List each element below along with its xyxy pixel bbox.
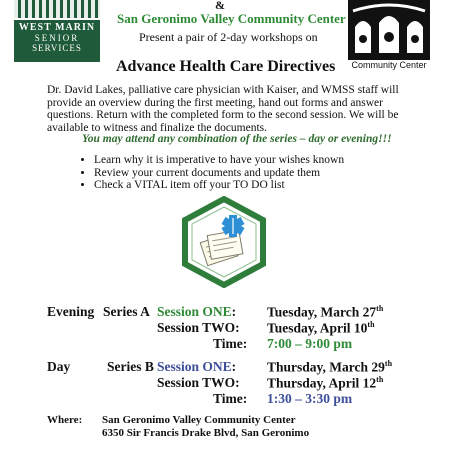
subtitle: Present a pair of 2-day workshops on (139, 30, 318, 44)
day-session-one-date (267, 359, 392, 376)
where-label: Where: (47, 414, 83, 426)
day-series: Series B (107, 359, 154, 374)
building-silhouette-icon (14, 0, 100, 20)
evening-session-two-label: Session TWO: (157, 320, 240, 335)
intro-paragraph: Dr. David Lakes, palliative care physician with Kaiser, and WMSS staff will provide an overview during the first meeting, hand out forms and answer questions. Return with the completed form to the second session. We will be available to witness and finalize the documents. (47, 84, 399, 134)
evening-session-one-label: Session ONE (157, 304, 232, 319)
list-item: • Review your current documents and update them (94, 167, 344, 180)
community-center-caption: Community Center (351, 60, 427, 70)
venue-name: San Geronimo Valley Community Center (102, 414, 296, 426)
community-center-arches-icon (349, 1, 429, 59)
list-item: • Check a VITAL item off your TO DO list (94, 179, 344, 192)
logo-line-2: SENIOR (34, 33, 80, 43)
date-suffix: th (367, 320, 375, 329)
health-document-icon (181, 196, 267, 288)
list-item: • Learn why it is imperative to have your wishes known (94, 154, 344, 167)
day-session-two-label: Session TWO: (157, 375, 240, 390)
attend-note: You may attend any combination of the series – day or evening!!! (82, 133, 392, 145)
date-suffix: th (384, 359, 393, 368)
date-text: Tuesday, April 10 (267, 320, 368, 336)
evening-session-one-date (267, 304, 383, 321)
day-session-one (157, 359, 236, 375)
day-session-one-label: Session ONE (157, 359, 232, 374)
evening-session-one-colon: : (231, 304, 237, 319)
evening-time: 7:00 – 9:00 pm (267, 336, 353, 351)
venue-address: 6350 Sir Francis Drake Blvd, San Geronimo (102, 427, 310, 439)
day-label: Day (47, 359, 71, 374)
evening-time-label: Time: (213, 336, 248, 351)
evening-series: Series A (103, 304, 150, 319)
date-suffix: th (376, 375, 384, 384)
evening-session-one (157, 304, 236, 320)
date-suffix: th (376, 304, 384, 313)
logo-line-1: WEST MARIN (18, 22, 96, 33)
date-text: Thursday, March 29 (267, 359, 385, 375)
bullet-list (80, 154, 344, 192)
west-marin-logo (14, 0, 100, 62)
organization-title: San Geronimo Valley Community Center (117, 11, 346, 26)
evening-session-two-date (267, 320, 375, 337)
page-title: Advance Health Care Directives (116, 58, 336, 75)
evening-label: Evening (47, 304, 95, 319)
community-center-logo (348, 0, 430, 60)
logo-line-3: SERVICES (32, 43, 82, 53)
date-text: Thursday, April 12 (267, 375, 377, 391)
date-text: Tuesday, March 27 (267, 304, 377, 320)
day-time-label: Time: (213, 391, 248, 406)
day-session-one-colon: : (231, 359, 237, 374)
day-time: 1:30 – 3:30 pm (267, 391, 353, 406)
ampersand: & (215, 0, 225, 12)
day-session-two-date (267, 375, 383, 392)
